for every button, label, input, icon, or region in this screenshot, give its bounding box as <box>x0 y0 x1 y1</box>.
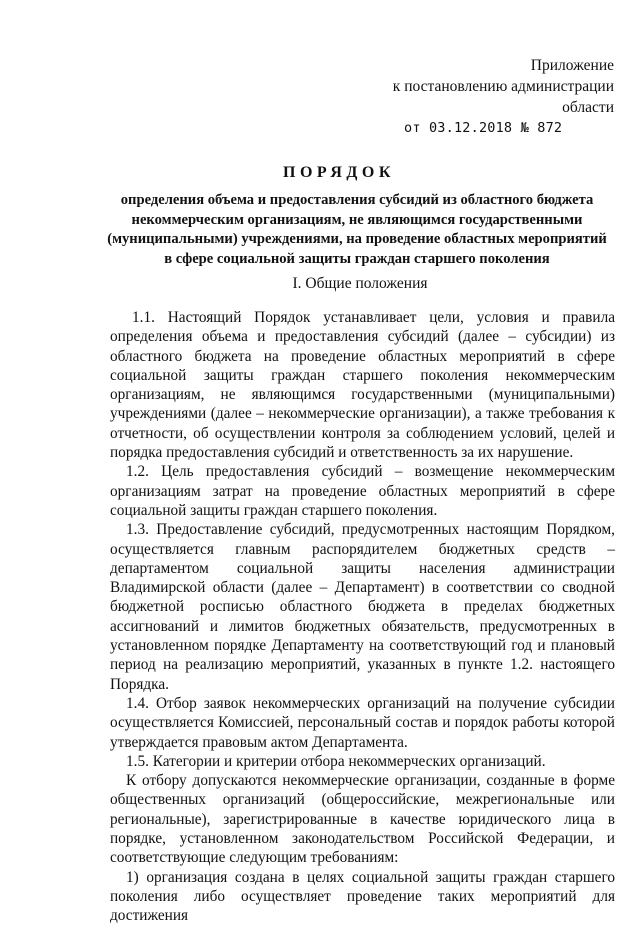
paragraph-1-1: 1.1. Настоящий Порядок устанавливает цели, условия и правила определения объема и предоставления субсидий (далее – субсидии) из областного бюджета на проведение областных мероприятий в сфере социальной защиты граждан старшего поколения некоммерческим организациям, не являющимся государственными (муниципальными) учреждениями (далее – некоммерческие организации), а также требования к отчетности, об осуществлении контроля за соблюдением условий, целей и порядка предоставления субсидий и ответственность за их нарушение. <box>110 309 615 462</box>
paragraph-selection-criteria: К отбору допускаются некоммерческие организации, созданные в форме общественных организаций (общероссийские, межрегиональные или региональные), зарегистрированные в качестве юридического лица в порядке, установленном законодательством Российской Федерации, и соответствующие следующим требованиям: <box>110 772 615 867</box>
document-title: ПОРЯДОК <box>283 164 395 181</box>
body-text <box>110 308 615 926</box>
paragraph-1-5: 1.5. Категории и критерии отбора некоммерческих организаций. <box>126 752 546 770</box>
section-heading: I. Общие положения <box>292 275 428 292</box>
paragraph-1-3: 1.3. Предоставление субсидий, предусмотренных настоящим Порядком, осуществляется главным распорядителем бюджетных средств – департаментом социальной защиты населения администрации Владимирской области (далее – Департамент) в соответствии со сводной бюджетной росписью областного бюджета в пределах бюджетных ассигнований и лимитов бюджетных обязательств, предусмотренных в установленном порядке Департаменту на соответствующий год и плановый период на реализацию мероприятий, указанных в пункте 1.2. настоящего Порядка. <box>110 521 615 693</box>
paragraph-1-2: 1.2. Цель предоставления субсидий – возмещение некоммерческим организациям затрат на проведение областных мероприятий в сфере социальной защиты граждан старшего поколения. <box>110 463 615 519</box>
decree-date-number: от 03.12.2018 № 872 <box>404 120 563 136</box>
document-subtitle: определения объема и предоставления субсидий из областного бюджета некоммерческим организациям, не являющимся государственными (муниципальными) учреждениями, на проведение областных мероприятий в сфере социальной защиты граждан старшего поколения <box>107 192 607 267</box>
paragraph-1-4: 1.4. Отбор заявок некоммерческих организаций на получение субсидии осуществляется Комиссией, персональный состав и порядок работы которой утверждается правовым актом Департамента. <box>110 694 615 751</box>
list-item-1: 1) организация создана в целях социальной защиты граждан старшего поколения либо осуществляет проведение таких мероприятий для достижения <box>110 868 615 925</box>
appendix-reference: к постановлению администрации <box>392 78 614 95</box>
appendix-region: области <box>562 99 614 116</box>
appendix-title: Приложение <box>530 57 614 74</box>
appendix-block <box>393 55 614 118</box>
